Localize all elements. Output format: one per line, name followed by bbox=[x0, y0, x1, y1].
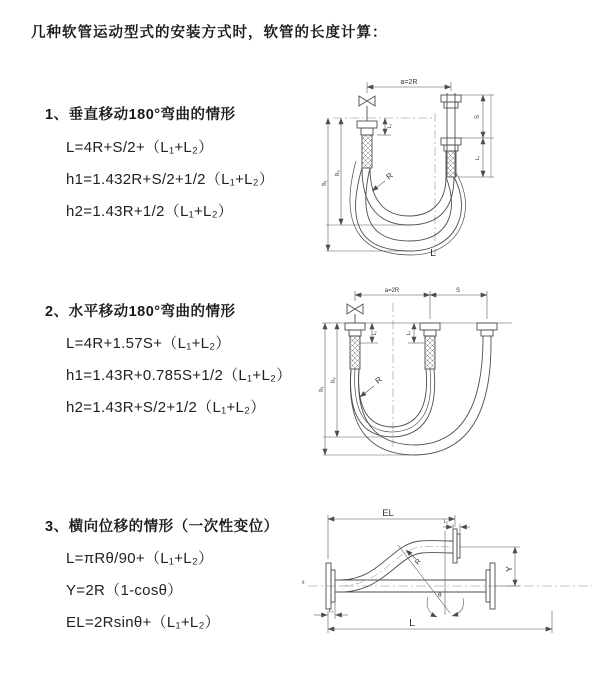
left-braid-section bbox=[362, 135, 372, 168]
dim-label-l2: L₂ bbox=[443, 519, 449, 525]
hose-s-curve bbox=[340, 541, 453, 592]
section-1-heading: 1、垂直移动180°弯曲的情形 bbox=[45, 107, 236, 123]
section-2-formula-h2: h2=1.43R+S/2+1/2（L₁+L₂） bbox=[66, 399, 266, 416]
dim-label-l1: L₁ bbox=[328, 608, 334, 614]
dim-label-h1: h₁ bbox=[322, 180, 328, 186]
section-2-formula-l: L=4R+1.57S+（L₁+L₂） bbox=[66, 335, 231, 352]
dim-label-s: S bbox=[455, 288, 461, 294]
angle-label: θ bbox=[438, 592, 442, 599]
length-label: L bbox=[409, 617, 415, 629]
diagram-vertical-movement bbox=[313, 73, 598, 258]
centerline-mark: x̄ bbox=[302, 580, 305, 586]
left-flange bbox=[357, 121, 377, 135]
dim-label-h2: h₂ bbox=[331, 377, 337, 383]
middle-flange bbox=[420, 323, 440, 336]
left-flange bbox=[345, 323, 365, 336]
page-title: 几种软管运动型式的安装方式时，软管的长度计算： bbox=[31, 25, 388, 41]
right-flange-lower bbox=[441, 138, 461, 151]
section-3-formula-y: Y=2R（1-cosθ） bbox=[66, 582, 183, 599]
section-2-heading: 2、水平移动180°弯曲的情形 bbox=[45, 304, 236, 320]
dim-label-el: EL bbox=[382, 508, 394, 519]
diagram-lateral-displacement bbox=[300, 503, 600, 643]
middle-braid-section bbox=[425, 336, 435, 369]
dim-label-l1: L₁ bbox=[372, 330, 378, 336]
right-flange bbox=[477, 323, 497, 341]
section-3-heading: 3、横向位移的情形（一次性变位） bbox=[45, 519, 279, 535]
section-1-formula-l: L=4R+S/2+（L₁+L₂） bbox=[66, 139, 214, 156]
dimension-lines bbox=[314, 515, 552, 633]
diagram-horizontal-movement bbox=[310, 283, 525, 463]
dim-label-h1: h₁ bbox=[319, 386, 325, 392]
upper-flange bbox=[453, 529, 460, 563]
dim-label-l2: L₂ bbox=[406, 330, 412, 336]
section-1-formula-h2: h2=1.43R+1/2（L₁+L₂） bbox=[66, 203, 234, 220]
section-2-formula-h1: h1=1.43R+0.785S+1/2（L₁+L₂） bbox=[66, 367, 292, 384]
radius-label: R bbox=[384, 170, 395, 182]
dim-label-y: Y bbox=[504, 566, 514, 572]
dim-label-a2r: a=2R bbox=[384, 288, 400, 294]
radius-label: R bbox=[373, 374, 384, 386]
radius-label: R bbox=[414, 557, 423, 567]
valve-icon bbox=[347, 304, 363, 323]
section-3-formula-l: L=πRθ/90+（L₁+L₂） bbox=[66, 550, 214, 567]
dimension-lines bbox=[323, 291, 487, 455]
section-3-formula-el: EL=2Rsinθ+（L₁+L₂） bbox=[66, 614, 220, 631]
section-1-formula-h1: h1=1.432R+S/2+1/2（L₁+L₂） bbox=[66, 171, 275, 188]
dim-label-h2: h₂ bbox=[335, 170, 341, 176]
length-label: L bbox=[430, 247, 436, 259]
dim-label-a2r: a=2R bbox=[400, 79, 418, 86]
dim-label-s: S bbox=[475, 114, 481, 120]
dim-label-l1: L₁ bbox=[387, 123, 393, 129]
hose-curves bbox=[350, 341, 491, 455]
dimension-lines bbox=[326, 82, 494, 251]
left-braid-section bbox=[350, 336, 360, 369]
dim-label-l2: L₂ bbox=[475, 155, 481, 161]
valve-icon bbox=[359, 96, 375, 121]
right-flange-upper bbox=[441, 95, 461, 108]
right-braid-section bbox=[446, 151, 456, 177]
